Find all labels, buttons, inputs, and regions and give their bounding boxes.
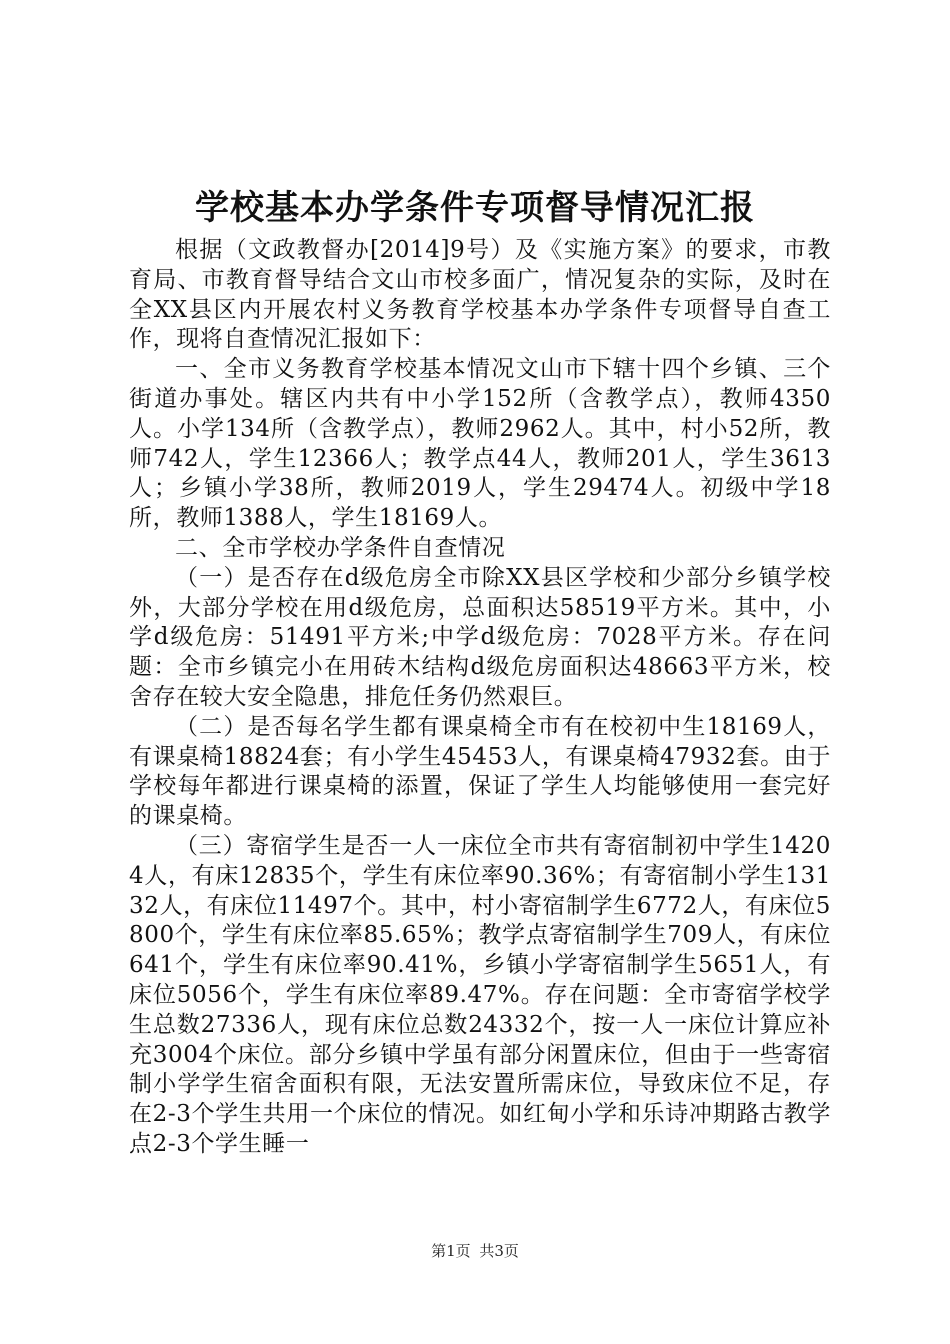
paragraph-subsection-3: （三）寄宿学生是否一人一床位全市共有寄宿制初中学生14204人，有床12835个，学生有床位率90.36%；有寄宿制小学生13132人，有床位11497个。其中，村小寄宿制学生6772人，有床位5800个，学生有床位率85.65%；教学点寄宿制学生709人，有床位641个，学生有床位率90.41%，乡镇小学寄宿制学生5651人，有床位5056个，学生有床位率89.47%。存在问题：全市寄宿学校学生总数27336人，现有床位总数24332个，按一人一床位计算应补充3004个床位。部分乡镇中学虽有部分闲置床位，但由于一些寄宿制小学学生宿舍面积有限，无法安置所需床位，导致床位不足，存在2-3个学生共用一个床位的情况。如红甸小学和乐诗冲期路古教学点2-3个学生睡一 xyxy=(129,832,831,1157)
paragraph-section-2-heading: 二、全市学校办学条件自查情况 xyxy=(175,534,506,561)
page-footer xyxy=(0,1241,950,1261)
page-total: 共3页 xyxy=(479,1242,519,1260)
paragraph-section-1: 一、全市义务教育学校基本情况文山市下辖十四个乡镇、三个街道办事处。辖区内共有中小学152所（含教学点），教师4350人。小学134所（含教学点），教师2962人。其中，村小52所，教师742人，学生12366人；教学点44人，教师201人，学生3613人；乡镇小学38所，教师2019人，学生29474人。初级中学18所，教师1388人，学生18169人。 xyxy=(129,356,831,532)
document-body xyxy=(129,236,831,1160)
paragraph-subsection-1: （一）是否存在d级危房全市除XX县区学校和少部分乡镇学校外，大部分学校在用d级危房，总面积达58519平方米。其中，小学d级危房：51491平方米;中学d级危房：7028平方米。存在问题：全市乡镇完小在用砖木结构d级危房面积达48663平方米，校舍存在较大安全隐患，排危任务仍然艰巨。 xyxy=(129,564,831,710)
paragraph-intro: 根据（文政教督办[2014]9号）及《实施方案》的要求，市教育局、市教育督导结合文山市校多面广，情况复杂的实际，及时在全XX县区内开展农村义务教育学校基本办学条件专项督导自查工作，现将自查情况汇报如下： xyxy=(129,237,831,353)
paragraph-subsection-2: （二）是否每名学生都有课桌椅全市有在校初中生18169人，有课桌椅18824套；有小学生45453人，有课桌椅47932套。由于学校每年都进行课桌椅的添置，保证了学生人均能够使用一套完好的课桌椅。 xyxy=(129,713,831,830)
page-number: 第1页 xyxy=(431,1242,471,1260)
document-title: 学校基本办学条件专项督导情况汇报 xyxy=(195,188,755,228)
